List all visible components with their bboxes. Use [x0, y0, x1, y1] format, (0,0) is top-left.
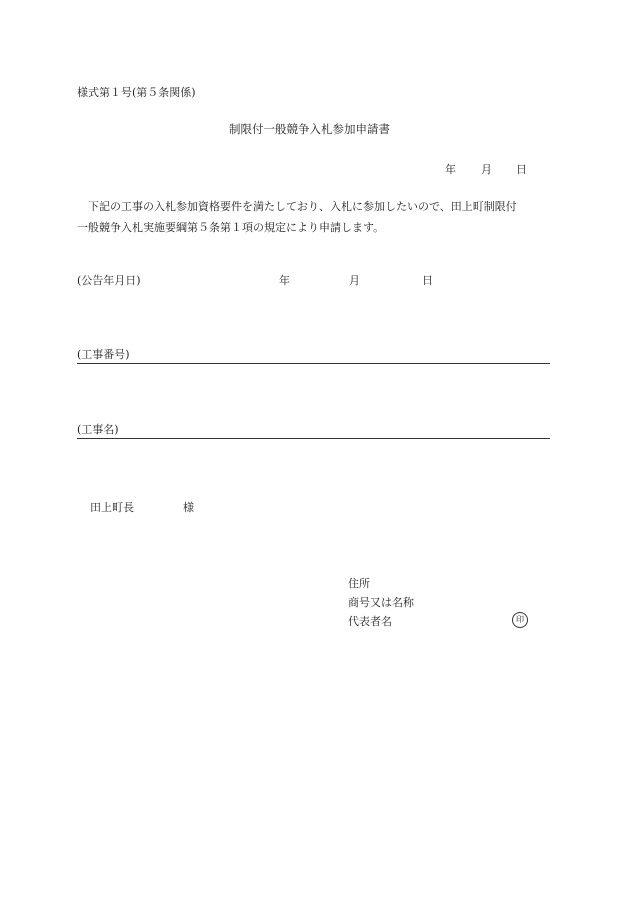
construction-name-field[interactable]	[77, 422, 550, 439]
document-title: 制限付一般競争入札参加申請書	[229, 122, 390, 136]
notice-month-label: 月	[349, 274, 360, 287]
form-number: 様式第１号(第５条関係)	[77, 86, 196, 99]
notice-year-label: 年	[279, 274, 290, 287]
statement-line-2: 一般競争入札実施要綱第５条第１項の規定により申請します。	[77, 221, 385, 234]
company-name-label: 商号又は名称	[348, 596, 414, 609]
application-day-label: 日	[516, 163, 527, 176]
construction-number-label: (工事番号)	[77, 348, 130, 361]
notice-date-label: (公告年月日)	[77, 274, 141, 287]
application-year-label: 年	[445, 163, 456, 176]
seal-mark-icon: 印	[512, 612, 528, 628]
addressee-name: 田上町長	[90, 501, 134, 514]
statement-line-1: 下記の工事の入札参加資格要件を満たしており、入札に参加したいので、田上町制限付	[88, 200, 517, 213]
construction-name-label: (工事名)	[77, 423, 119, 436]
notice-day-label: 日	[422, 274, 433, 287]
construction-number-field[interactable]	[77, 347, 550, 364]
application-statement	[77, 196, 555, 238]
addressee-honorific: 様	[183, 501, 194, 514]
representative-label: 代表者名	[348, 615, 392, 628]
application-month-label: 月	[481, 163, 492, 176]
address-label: 住所	[348, 577, 370, 590]
